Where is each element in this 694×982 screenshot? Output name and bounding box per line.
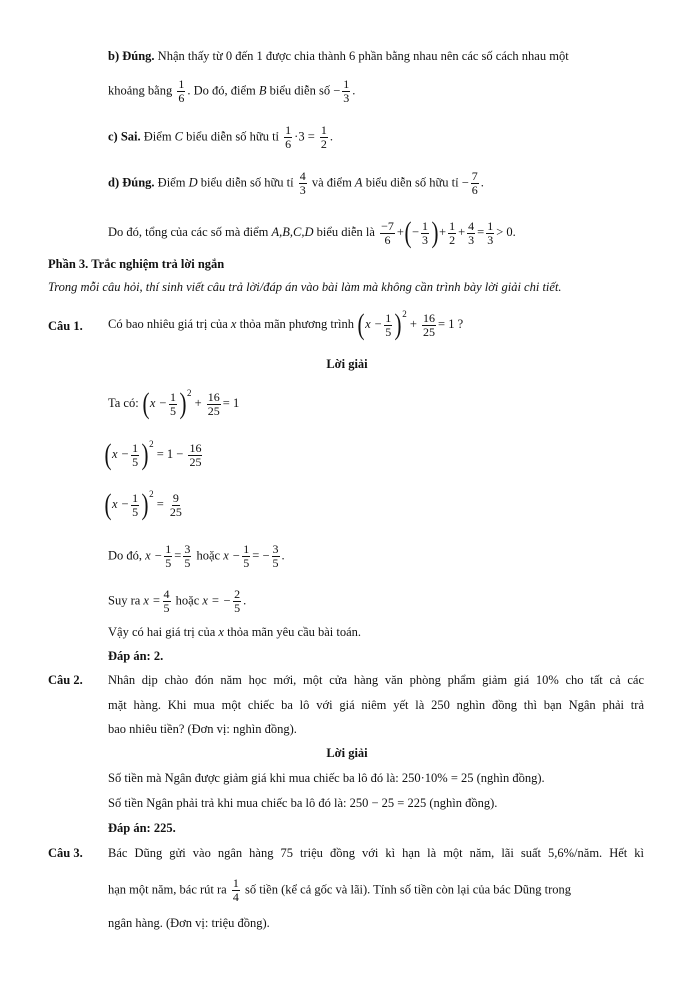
fraction: $\frac{4}{5}$ [163,587,170,615]
text: > 0 [496,224,513,239]
sol2-title: Lời giải [326,746,368,760]
text: = 1 [222,395,240,410]
text: hạn một năm, bác rút ra [108,882,227,897]
part3-instruction: Trong mỗi câu hỏi, thí sinh viết câu trả lời/đáp án vào bài làm mà không cần trình bày lời giải chi tiết. [48,280,562,294]
fraction: $\frac{1}{5}$ [243,542,250,570]
fraction: $\frac{1}{5}$ [169,389,176,418]
fraction: $\frac{16}{25}$ [423,310,436,339]
fraction: $\frac{1}{4}$ [232,876,239,904]
exponent: 2 [402,308,407,319]
variable: x [230,316,237,331]
exponent: 2 [149,488,154,499]
text: hoặc [196,548,221,563]
fraction: $\frac{3}{5}$ [184,542,191,570]
text: + [409,316,417,331]
text: x − [223,548,241,563]
sol1-step5 [108,588,246,615]
text: = 1 − [156,446,184,461]
text: thỏa mãn yêu cầu bài toán. [227,625,362,639]
text: x − [112,496,130,511]
fraction: $\frac{1}{3}$ [343,77,350,105]
variable: x [218,625,224,639]
point-labels: A,B,C,D [271,224,314,239]
sol2-line1: Số tiền mà Ngân được giảm giá khi mua chiếc ba lô đó là: 250·10% = 25 (nghìn đồng). [108,771,545,785]
text: biểu diễn số [269,83,331,98]
fraction: $\frac{1}{2}$ [449,218,456,247]
sol1-title: Lời giải [326,357,368,371]
part-c-line [108,124,333,151]
point-label: B [258,83,267,98]
point-label: C [174,129,184,144]
fraction: $\frac{1}{5}$ [165,542,172,570]
q2-label: Câu 2. [48,673,83,687]
text: Suy ra [108,593,141,608]
text: . Do đó, điểm [187,83,256,98]
text: x − [365,316,383,331]
text: x = − [202,593,232,608]
part3-title: Phần 3. Trắc nghiệm trả lời ngắn [48,257,225,271]
q1-label: Câu 1. [48,319,83,333]
sol1-step1: Ta có: (x − $\frac{1}{5}$ )$^2$ + $\frac{16}{25}$ = 1 [108,387,240,420]
fraction: $\frac{4}{3}$ [468,218,475,247]
fraction: $\frac{9}{25}$ [169,490,182,519]
text: Vậy có hai giá trị của [108,625,216,639]
text: + [396,224,404,239]
q3-line2 [108,877,571,904]
text: − [461,175,469,190]
text: hoặc [175,593,200,608]
sol1-step3: (x − $\frac{1}{5}$ )$^2$ = $\frac{9}{25}$ [104,488,182,521]
text: và điểm [311,175,352,190]
fraction: $\frac{1}{3}$ [487,218,494,247]
text: − [333,83,341,98]
q2-line2: mặt hàng. Khi mua một chiếc ba lô với giá niêm yết là 250 nghìn đồng thì bạn Ngân phải trả [108,698,644,712]
text: biểu diễn là [316,224,375,239]
point-label: A [354,175,363,190]
sol1-answer: Đáp án: 2. [108,649,164,663]
fraction: $\frac{1}{2}$ [320,123,327,151]
point-label: D [188,175,198,190]
text: x − [149,395,167,410]
text: số tiền (kể cả gốc và lãi). Tính số tiền còn lại của bác Dũng trong [244,882,572,897]
text: . [480,175,484,190]
q2-line3: bao nhiêu tiền? (Đơn vị: nghìn đồng). [108,722,297,736]
sol1-step2: (x − $\frac{1}{5}$ )$^2$ = 1 − $\frac{16}{25}$ [104,438,202,471]
fraction: $\frac{1}{5}$ [132,490,139,519]
text: . [512,224,516,239]
text: . [243,593,247,608]
exponent: 2 [149,438,154,449]
text: = − [252,548,270,563]
text: biểu diễn số hữu tỉ [186,129,280,144]
sol2-answer: Đáp án: 225. [108,821,176,835]
text: + [194,395,202,410]
text: biểu diễn số hữu tỉ [200,175,294,190]
sol1-step4 [108,543,285,570]
sol2-line2: Số tiền Ngân phải trả khi mua chiếc ba lô đó là: 250 − 25 = 225 (nghìn đồng). [108,796,498,810]
text: . [281,548,285,563]
part-c-label: c) Sai. [108,129,141,144]
fraction: $\frac{4}{3}$ [299,169,306,197]
fraction: $\frac{1}{3}$ [422,218,428,247]
text: Ta có: [108,395,139,410]
q3-label: Câu 3. [48,846,83,860]
q3-line1: Bác Dũng gửi vào ngân hàng 75 triệu đồng với kì hạn là một năm, lãi suất 5,6%/năm. Hết kì [108,846,644,860]
part-b-label: b) Đúng. [108,49,155,63]
text: = [174,548,182,563]
fraction: $\frac{16}{25}$ [189,440,202,469]
sum-line: Do đó, tổng của các số mà điểm A,B,C,D biểu diễn là $\frac{-7}{6}$ +(− $\frac{1}{3}$ )+ $\frac{1}{2}$ + $\frac{4}{3}$ = $\frac{1}{3}$ > 0. [108,216,516,249]
fraction: $\frac{7}{6}$ [471,169,478,197]
part-b-line2 [108,78,355,105]
text: = [477,224,485,239]
q1-text: Có bao nhiêu giá trị của x thỏa mãn phương trình (x − $\frac{1}{5}$ )$^2$ + $\frac{16}{25}$ = 1 ? [108,308,464,341]
sol1-conclusion [108,624,361,640]
text: x − [145,548,163,563]
text: Do đó, [108,548,143,563]
text: . [352,83,356,98]
part-b-line1 [108,48,644,64]
fraction: $\frac{1}{5}$ [385,310,392,339]
fraction: $\frac{1}{5}$ [132,440,139,469]
fraction: $\frac{-7}{6}$ [381,218,394,247]
text: + [439,224,447,239]
text: Điểm [157,175,186,190]
q2-line1: Nhân dịp chào đón năm học mới, một cửa hàng văn phòng phẩm giảm giá 10% cho tất cả các [108,673,644,687]
text: Do đó, tổng của các số mà điểm [108,224,269,239]
text: Có bao nhiêu giá trị của [108,316,228,331]
text: + [458,224,466,239]
text: x = [143,593,161,608]
text: biểu diễn số hữu tỉ [365,175,459,190]
part-d-label: d) Đúng. [108,175,155,190]
part-b-text: Nhận thấy từ 0 đến 1 được chia thành 6 phần bằng nhau nên các số cách nhau một [157,49,569,63]
fraction: $\frac{2}{5}$ [234,587,241,615]
text: = 1 ? [438,316,464,331]
text: thỏa mãn phương trình [239,316,354,331]
fraction: $\frac{16}{25}$ [207,389,220,418]
q3-line3: ngân hàng. (Đơn vị: triệu đồng). [108,916,270,930]
fraction: $\frac{1}{6}$ [178,77,185,105]
text: . [329,129,333,144]
part-d-line [108,170,484,197]
text: = [156,496,164,511]
text: khoảng bằng [108,83,173,98]
text: x − [112,446,130,461]
text: ·3 = [294,129,315,144]
text: Điểm [143,129,172,144]
exponent: 2 [186,387,192,398]
fraction: $\frac{3}{5}$ [272,542,279,570]
fraction: $\frac{1}{6}$ [285,123,292,151]
